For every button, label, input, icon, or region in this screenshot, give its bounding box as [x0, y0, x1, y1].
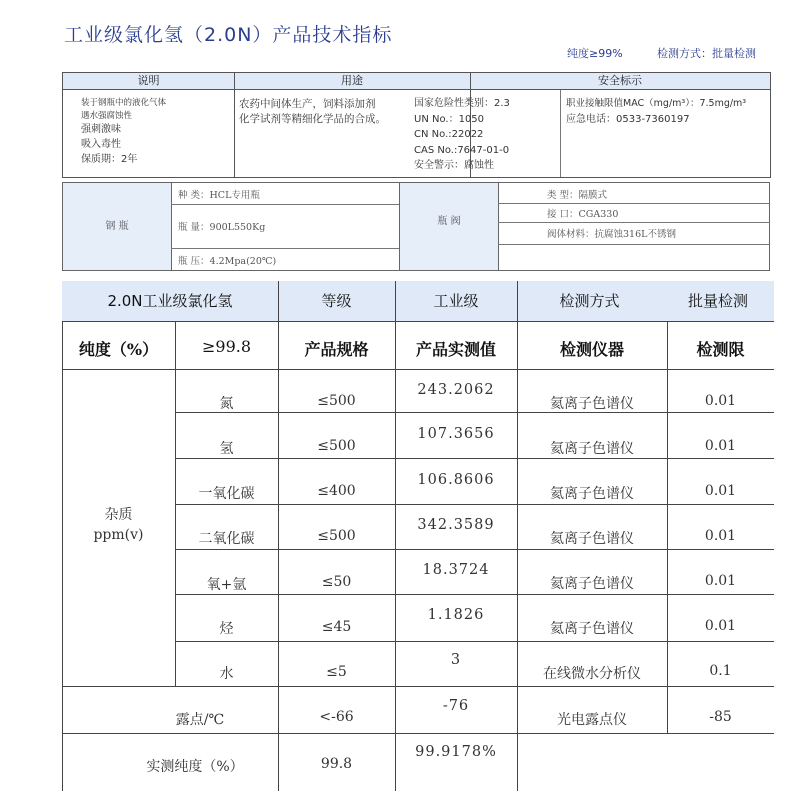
impurity-spec: ≤500 — [317, 393, 356, 409]
cylinder-table — [62, 182, 770, 271]
impurity-limit: 0.01 — [704, 573, 737, 589]
method-note: 检测方式：批量检测 — [657, 47, 756, 60]
impurity-instrument: 氦离子色谱仪 — [550, 441, 634, 457]
valve-connector: 接 口：CGA330 — [547, 209, 619, 220]
safety-left — [414, 96, 510, 174]
impurity-spec: ≤500 — [317, 528, 356, 544]
safety-line: CAS No.:7647-01-0 — [414, 144, 510, 156]
impurity-measured: 1.1826 — [427, 607, 485, 623]
col-measured: 产品实测值 — [415, 340, 496, 359]
impurity-name: 氮 — [219, 396, 234, 412]
desc-line: 吸入毒性 — [81, 139, 121, 150]
cylinder-label: 钢 瓶 — [63, 183, 171, 270]
description-list — [81, 97, 166, 167]
desc-line: 保质期：2年 — [81, 154, 138, 165]
desc-line: 装于钢瓶中的液化气体 — [81, 98, 167, 108]
col-limit: 检测限 — [696, 340, 745, 359]
header-usage: 用途 — [234, 73, 470, 90]
safety-line: UN No.：1050 — [414, 113, 485, 125]
desc-line: 强刺激味 — [81, 124, 121, 135]
impurity-measured: 106.8606 — [417, 472, 495, 488]
purity-label: 纯度（%） — [78, 340, 159, 359]
info-table — [62, 72, 771, 178]
impurity-limit: 0.01 — [704, 618, 737, 634]
impurity-instrument: 氦离子色谱仪 — [550, 621, 634, 637]
method-label: 检测方式 — [559, 292, 620, 310]
usage-line: 化学试剂等精细化学品的合成。 — [239, 113, 386, 125]
impurity-limit: 0.01 — [704, 438, 737, 454]
impurity-spec: ≤500 — [317, 438, 356, 454]
safety-line: CN No.:22022 — [414, 129, 484, 140]
impurity-label-line: 杂质 — [104, 507, 133, 523]
product-name: 2.0N工业级氯化氢 — [107, 292, 233, 310]
purity-spec: ≥99.8 — [201, 337, 252, 356]
purity-result-label: 实测纯度（%） — [146, 759, 244, 775]
impurity-instrument: 在线微水分析仪 — [543, 666, 641, 682]
safety-line: 应急电话：0533-7360197 — [566, 113, 690, 125]
desc-line: 遇水强腐蚀性 — [81, 110, 133, 121]
usage-line: 农药中间体生产，饲料添加剂 — [239, 98, 376, 110]
dew-point-spec: <-66 — [319, 709, 354, 725]
cylinder-capacity: 瓶 量：900L550Kg — [178, 222, 266, 233]
impurity-spec: ≤400 — [317, 483, 356, 499]
header-description: 说明 — [63, 73, 234, 90]
col-instrument: 检测仪器 — [559, 340, 624, 359]
grade-value: 工业级 — [433, 292, 479, 310]
impurity-name: 氢 — [219, 441, 234, 457]
dew-point-limit: -85 — [709, 709, 732, 725]
dew-point-measured: -76 — [442, 698, 470, 714]
impurity-name: 水 — [219, 666, 234, 682]
impurity-name: 烃 — [219, 621, 234, 637]
safety-line: 安全警示：腐蚀性 — [414, 160, 494, 171]
dew-point-label: 露点/℃ — [175, 712, 225, 728]
col-spec: 产品规格 — [304, 340, 369, 359]
dew-point-instrument: 光电露点仪 — [557, 712, 627, 728]
valve-material: 阀体材料：抗腐蚀316L不锈钢 — [547, 229, 676, 240]
impurity-spec: ≤45 — [321, 619, 352, 635]
impurity-instrument: 氦离子色谱仪 — [550, 531, 634, 547]
impurity-name: 二氧化碳 — [198, 531, 255, 547]
impurity-measured: 18.3724 — [422, 562, 490, 578]
impurity-label-line: ppm(v) — [93, 527, 144, 543]
safety-right — [566, 96, 746, 127]
impurity-measured: 243.2062 — [417, 382, 495, 398]
impurity-spec: ≤5 — [326, 664, 347, 680]
page-title: 工业级氯化氢（2.0N）产品技术指标 — [64, 24, 393, 46]
purity-result-measured: 99.9178% — [415, 744, 497, 760]
impurity-limit: 0.1 — [709, 663, 732, 679]
impurity-limit: 0.01 — [704, 528, 737, 544]
grade-label: 等级 — [321, 292, 352, 310]
safety-line: 职业接触限值MAC（mg/m³）：7.5mg/m³ — [566, 98, 747, 109]
impurity-instrument: 氦离子色谱仪 — [550, 486, 634, 502]
impurity-measured: 107.3656 — [417, 426, 495, 442]
cylinder-type: 种 类：HCL专用瓶 — [178, 190, 260, 201]
header-safety: 安全标示 — [470, 73, 770, 90]
impurity-label — [62, 505, 175, 545]
cylinder-pressure: 瓶 压：4.2Mpa(20℃) — [178, 256, 277, 267]
purity-result-spec: 99.8 — [320, 756, 353, 772]
impurity-measured: 3 — [450, 652, 462, 668]
impurity-instrument: 氦离子色谱仪 — [550, 396, 634, 412]
safety-line: 国家危险性类别：2.3 — [414, 98, 510, 109]
purity-note: 纯度≥99% — [567, 47, 623, 60]
impurity-limit: 0.01 — [704, 393, 737, 409]
spec-table — [62, 281, 774, 791]
impurity-measured: 342.3589 — [417, 517, 495, 533]
impurity-name: 一氧化碳 — [198, 486, 255, 502]
impurity-name: 氧+氩 — [206, 577, 247, 593]
usage-text — [239, 97, 386, 127]
method-value: 批量检测 — [687, 292, 748, 310]
impurity-spec: ≤50 — [321, 574, 352, 590]
valve-type: 类 型：隔膜式 — [547, 190, 608, 201]
impurity-limit: 0.01 — [704, 483, 737, 499]
impurity-instrument: 氦离子色谱仪 — [550, 576, 634, 592]
valve-label: 瓶 阀 — [400, 183, 498, 270]
